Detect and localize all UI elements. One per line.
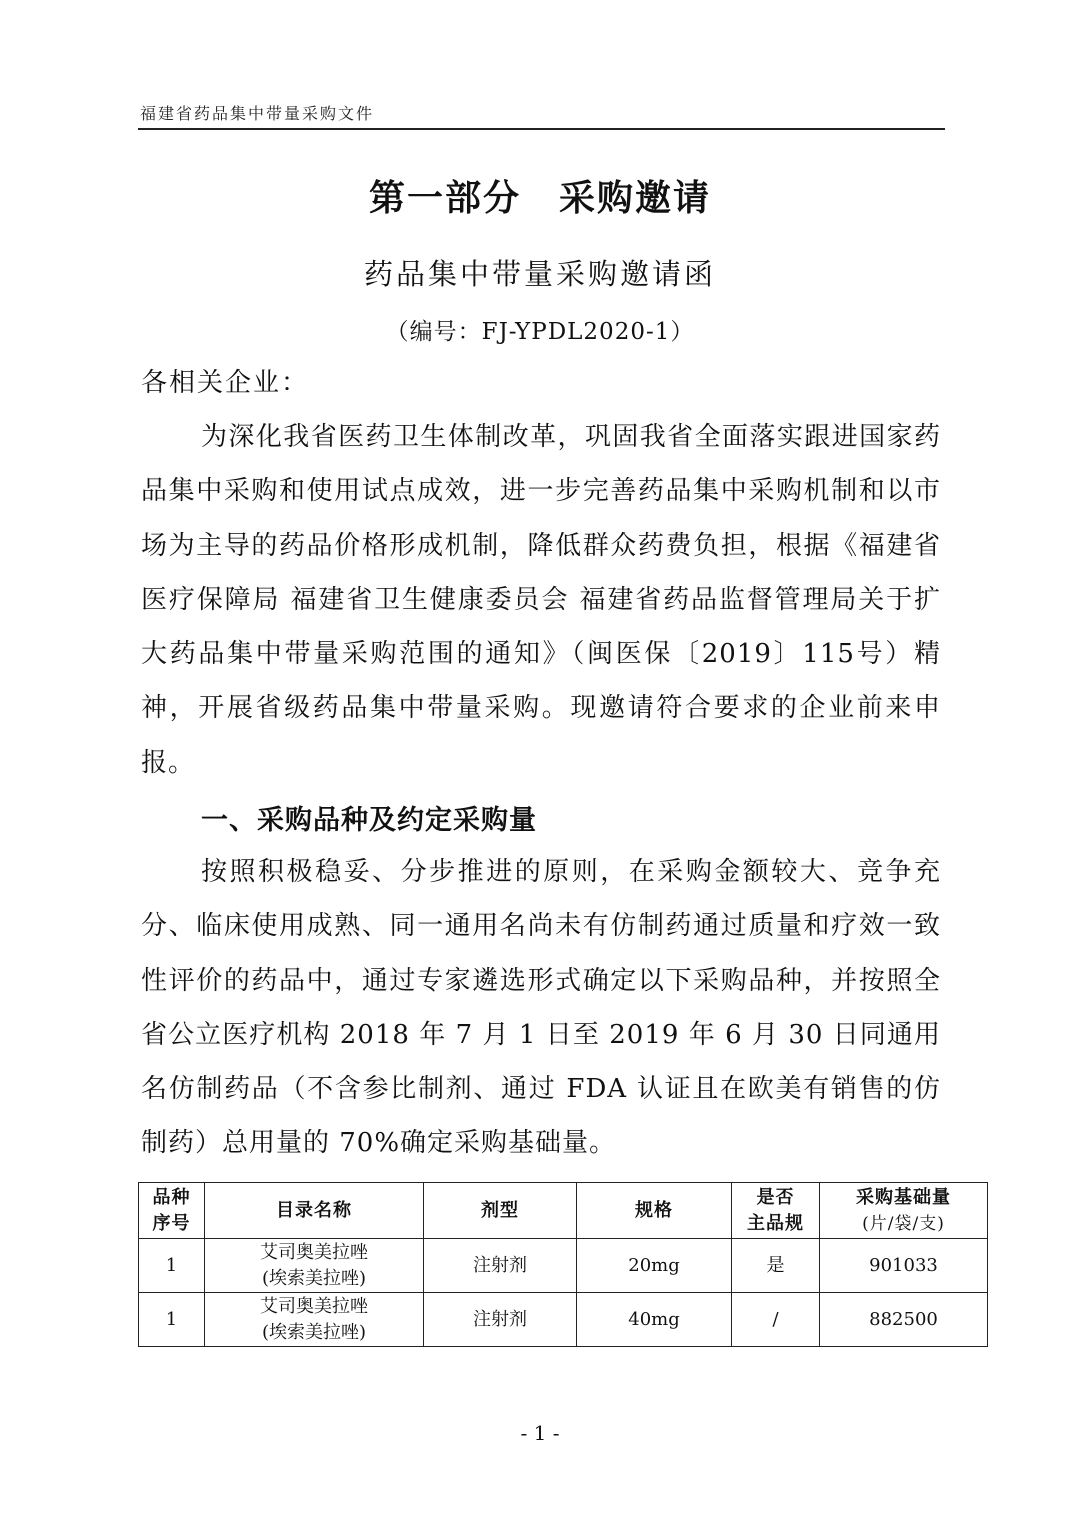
- header-main: [732, 1183, 820, 1239]
- header-qty-line1: 采购基础量: [856, 1186, 951, 1208]
- section-paragraph: 按照积极稳妥、分步推进的原则，在采购金额较大、竞争充分、临床使用成熟、同一通用名尚未有仿制药通过质量和疗效一致性评价的药品中，通过专家遴选形式确定以下采购品种，并按照全省公立医疗机构 2018 年 7 月 1 日至 2019 年 6 月 30 日同通用名仿制药品（不含参比制剂、通过 FDA 认证且在欧美有销售的仿制药）总用量的 70%确定采购基础量。: [141, 857, 941, 1159]
- cell-name-line2: (埃索美拉唑): [261, 1321, 367, 1343]
- page-number: - 1 -: [520, 1421, 560, 1445]
- cell-name: [205, 1293, 424, 1347]
- section-heading: 一、采购品种及约定采购量: [201, 805, 537, 836]
- cell-seq: 1: [139, 1239, 205, 1293]
- cell-qty: 901033: [820, 1239, 988, 1293]
- cell-name-line1: 艾司奥美拉唑: [260, 1241, 368, 1263]
- cell-spec: 40mg: [577, 1293, 732, 1347]
- header-form: 剂型: [424, 1183, 577, 1239]
- cell-seq: 1: [139, 1293, 205, 1347]
- header-seq-line1: 品种: [152, 1186, 191, 1208]
- header-main-line2: 主品规: [747, 1212, 804, 1234]
- header-seq-line2: 序号: [152, 1212, 191, 1234]
- procurement-table: [138, 1182, 988, 1347]
- header-name: 目录名称: [205, 1183, 424, 1239]
- header-qty-line2: (片/袋/支): [862, 1213, 945, 1234]
- cell-spec: 20mg: [577, 1239, 732, 1293]
- table-row: [139, 1239, 988, 1293]
- intro-paragraph: 为深化我省医药卫生体制改革，巩固我省全面落实跟进国家药品集中采购和使用试点成效，进一步完善药品集中采购机制和以市场为主导的药品价格形成机制，降低群众药费负担，根据《福建省医疗保障局 福建省卫生健康委员会 福建省药品监督管理局关于扩大药品集中带量采购范围的通知》（闽医保〔2019〕115号）精神，开展省级药品集中带量采购。现邀请符合要求的企业前来申报。: [141, 422, 941, 778]
- cell-qty: 882500: [820, 1293, 988, 1347]
- cell-form: 注射剂: [424, 1293, 577, 1347]
- cell-name: [205, 1239, 424, 1293]
- header-seq: [139, 1183, 205, 1239]
- document-title: 药品集中带量采购邀请函: [363, 257, 716, 291]
- cell-name-line2: (埃索美拉唑): [261, 1267, 367, 1289]
- table-header-row: [139, 1183, 988, 1239]
- header-spec: 规格: [577, 1183, 732, 1239]
- running-header: 福建省药品集中带量采购文件: [140, 104, 375, 123]
- header-qty: [820, 1183, 988, 1239]
- cell-main: 是: [732, 1239, 820, 1293]
- header-divider: [138, 128, 945, 130]
- table-row: [139, 1293, 988, 1347]
- document-number: （编号：FJ-YPDL2020-1）: [385, 319, 695, 345]
- salutation: 各相关企业：: [141, 368, 310, 398]
- part-title: 第一部分 采购邀请: [368, 177, 711, 219]
- header-main-line1: 是否: [756, 1186, 795, 1208]
- cell-form: 注射剂: [424, 1239, 577, 1293]
- cell-main: /: [732, 1293, 820, 1347]
- cell-name-line1: 艾司奥美拉唑: [260, 1295, 368, 1317]
